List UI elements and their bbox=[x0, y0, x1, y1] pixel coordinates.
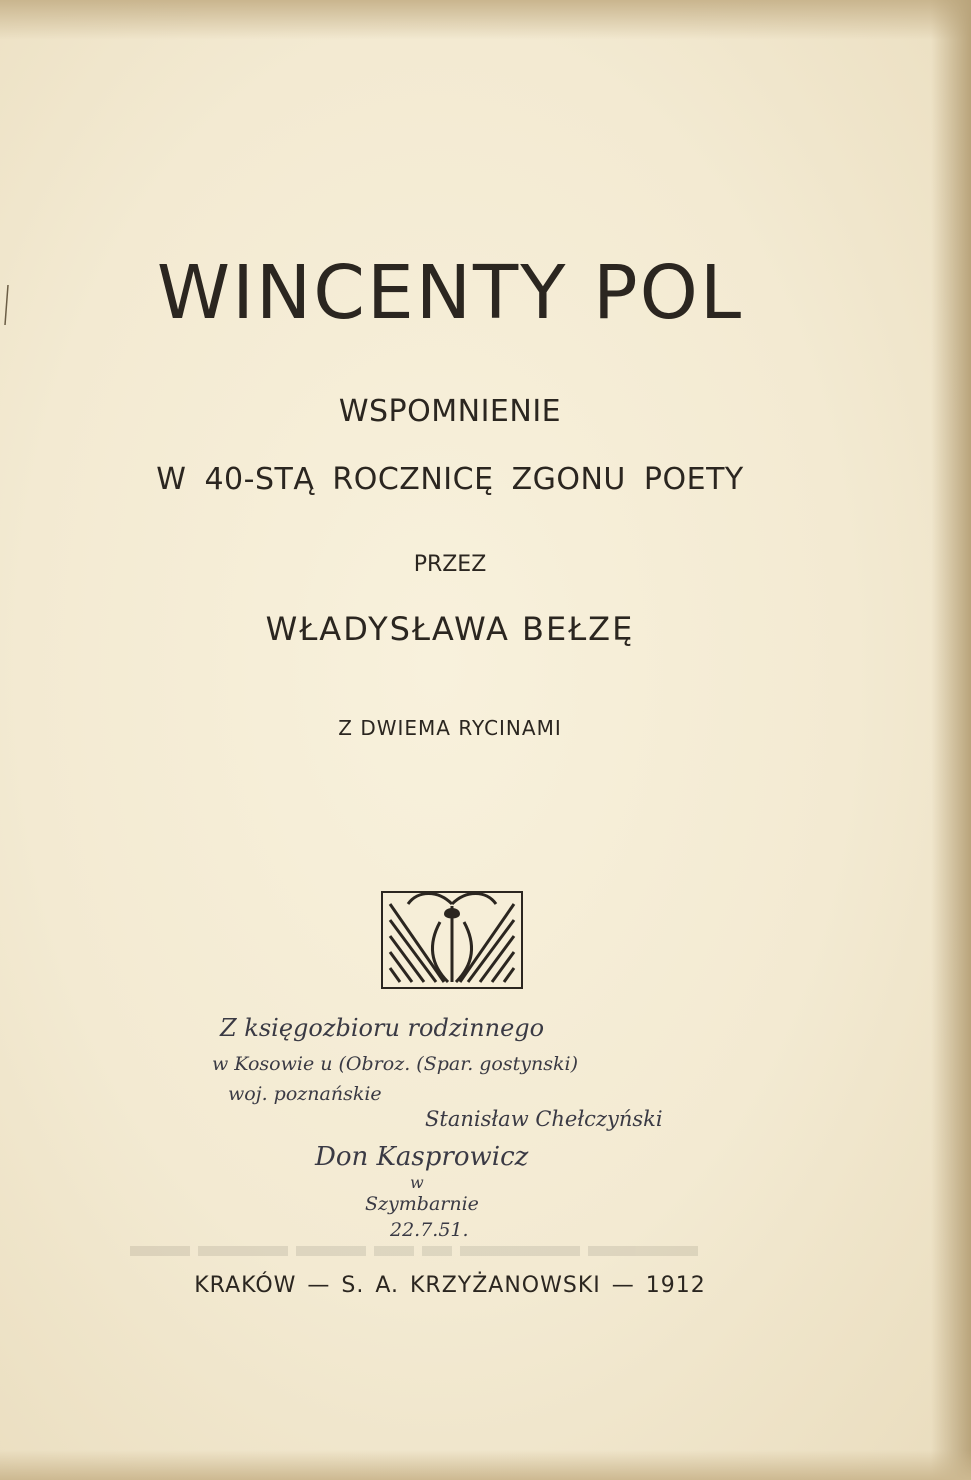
subtitle-memoir: WSPOMNIENIE bbox=[338, 394, 562, 429]
author-name: WŁADYSŁAWA BEŁZĘ bbox=[265, 610, 635, 648]
dedication-line-5: Don Kasprowicz bbox=[315, 1142, 529, 1172]
illustrations-note: Z DWIEMA RYCINAMI bbox=[338, 716, 562, 740]
dedication-line-4: Stanisław Chełczyński bbox=[425, 1107, 663, 1131]
dedication-line-8: 22.7.51. bbox=[390, 1219, 469, 1240]
dedication-line-7: Szymbarnie bbox=[365, 1193, 479, 1215]
by-label: PRZEZ bbox=[413, 552, 487, 577]
book-title: WINCENTY POL bbox=[156, 250, 744, 336]
publisher-imprint: KRAKÓW — S. A. KRZYŻANOWSKI — 1912 bbox=[194, 1273, 706, 1298]
paper-edge-bottom bbox=[0, 1450, 971, 1480]
handwritten-dedication bbox=[200, 1008, 780, 1240]
subtitle-anniversary: W 40-STĄ ROCZNICĘ ZGONU POETY bbox=[156, 462, 744, 497]
dedication-line-1: Z księgozbioru rodzinnego bbox=[220, 1014, 545, 1042]
bleed-through-text bbox=[130, 1240, 780, 1264]
dedication-line-3: woj. poznańskie bbox=[228, 1083, 382, 1105]
art-nouveau-floral-vignette-icon bbox=[378, 884, 526, 994]
dedication-line-6: w bbox=[410, 1173, 424, 1192]
paper-edge-top bbox=[0, 0, 971, 40]
dedication-line-2: w Kosowie u (Obroz. (Spar. gostynski) bbox=[212, 1053, 578, 1075]
paper-edge-right bbox=[931, 0, 971, 1480]
